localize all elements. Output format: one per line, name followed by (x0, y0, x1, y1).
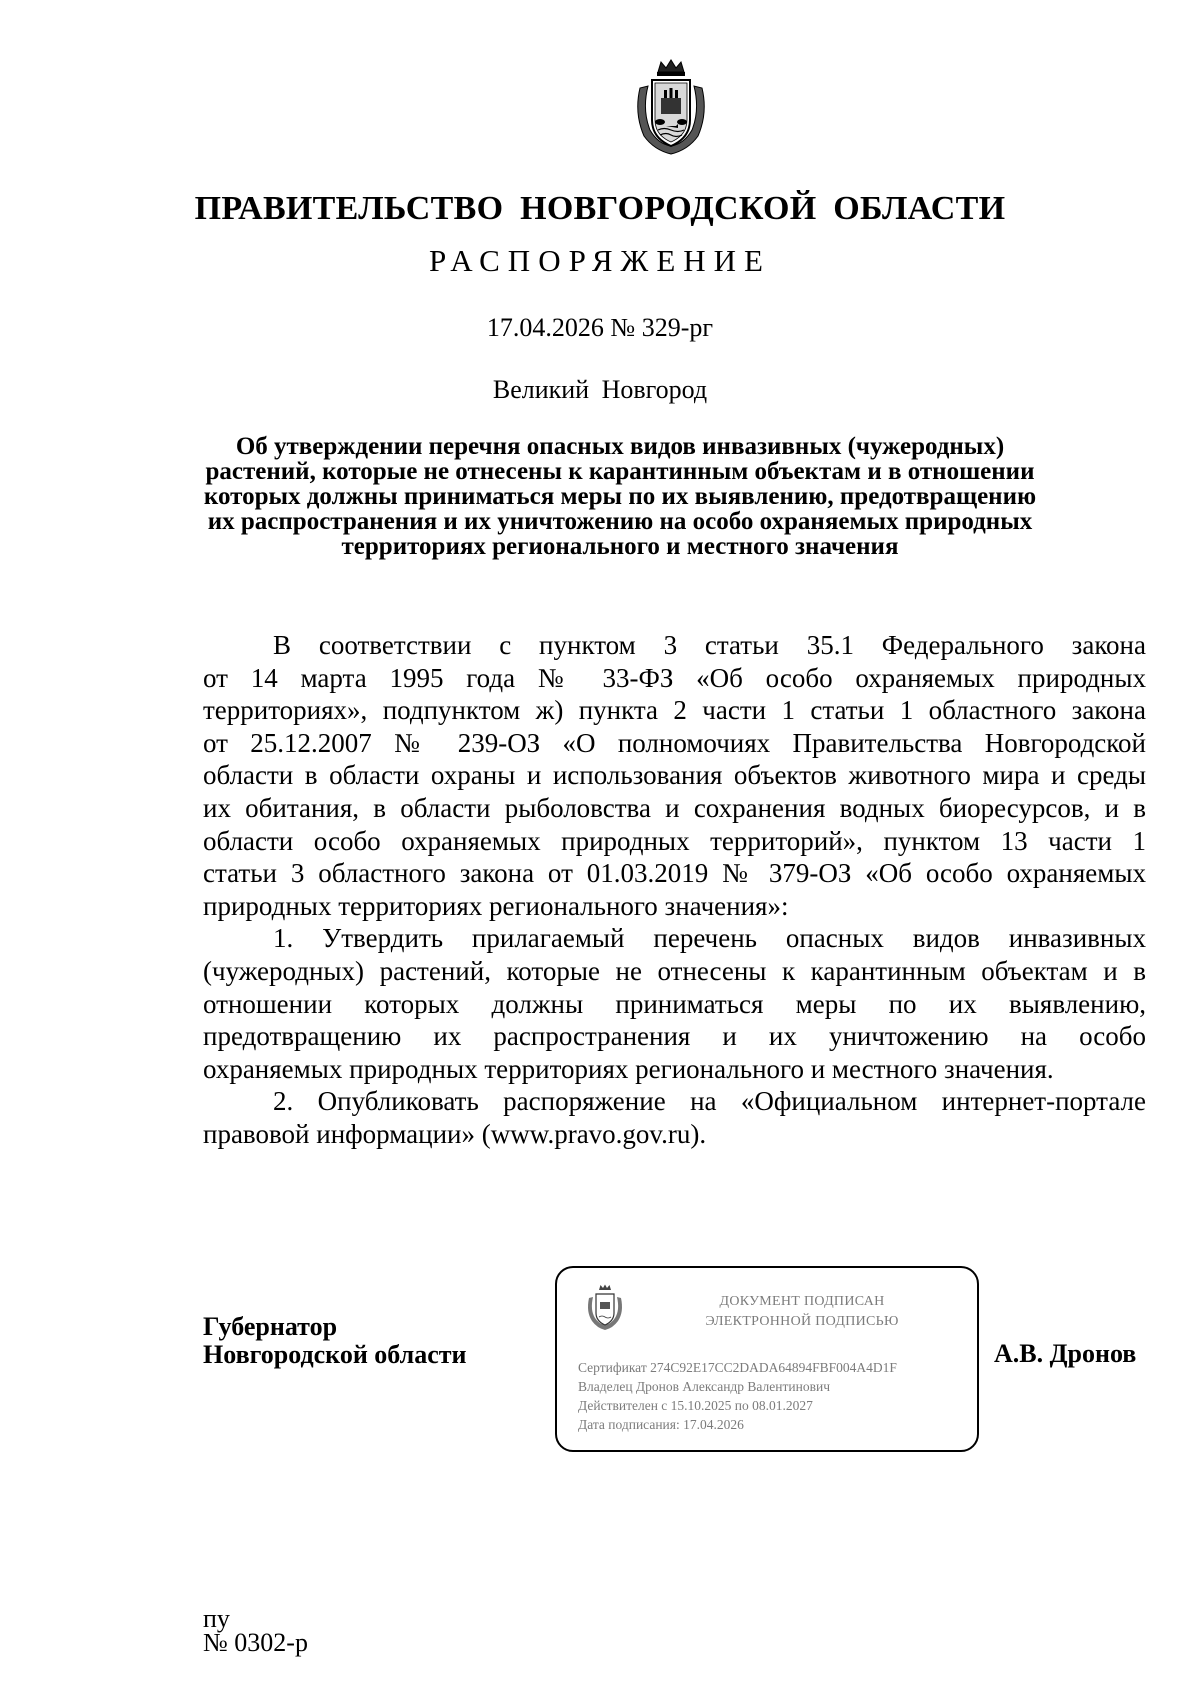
body-line: области в области охраны и использования объектов животного мира и среды (203, 760, 1146, 791)
document-body (203, 629, 1146, 1151)
stamp-owner: Владелец Дронов Александр Валентинович (578, 1379, 830, 1394)
body-line: территориях», подпунктом ж) пункта 2 части 1 статьи 1 областного закона (203, 695, 1146, 726)
body-line: отношении которых должны приниматься меры по их выявлению, (203, 988, 1146, 1019)
coat-of-arms-icon (585, 1284, 625, 1332)
footer-code-line: № 0302-р (203, 1628, 308, 1657)
stamp-details (578, 1358, 897, 1434)
government-title: ПРАВИТЕЛЬСТВО НОВГОРОДСКОЙ ОБЛАСТИ (194, 190, 1006, 227)
body-line: статьи 3 областного закона от 01.03.2019 № 379-ОЗ «Об особо охраняемых (203, 858, 1146, 889)
body-line: их обитания, в области рыболовства и сохранения водных биоресурсов, и в (203, 792, 1146, 823)
stamp-heading (647, 1292, 957, 1332)
stamp-heading-line: ДОКУМЕНТ ПОДПИСАН (719, 1294, 885, 1309)
subject-line: растений, которые не отнесены к карантинным объектам и в отношении (205, 458, 1035, 485)
signer-title (203, 1313, 467, 1369)
body-line: 1. Утвердить прилагаемый перечень опасных видов инвазивных (273, 923, 1146, 954)
document-subject (190, 434, 1050, 559)
body-line: 2. Опубликовать распоряжение на «Официальном интернет-портале (273, 1086, 1146, 1117)
subject-line: территориях регионального и местного значения (341, 533, 899, 560)
subject-line: Об утверждении перечня опасных видов инвазивных (чужеродных) (235, 433, 1005, 460)
subject-line: их распространения и их уничтожению на особо охраняемых природных (207, 508, 1033, 535)
signer-title-line: Губернатор (203, 1312, 338, 1341)
stamp-certificate: Сертификат 274C92E17CC2DADA64894FBF004A4D1F (578, 1360, 897, 1375)
body-line: природных территориях регионального значения»: (203, 890, 789, 921)
body-line: предотвращению их распространения и их уничтожению на особо (203, 1021, 1146, 1052)
signer-name: А.В. Дронов (994, 1339, 1137, 1368)
signer-title-line: Новгородской области (203, 1340, 467, 1369)
electronic-signature-stamp (555, 1266, 979, 1452)
body-line: (чужеродных) растений, которые не отнесены к карантинным объектам и в (203, 955, 1146, 986)
stamp-heading-line: ЭЛЕКТРОННОЙ ПОДПИСЬЮ (705, 1314, 899, 1329)
body-line: от 25.12.2007 № 239-ОЗ «О полномочиях Правительства Новгородской (203, 727, 1146, 758)
document-date-number: 17.04.2026 № 329-рг (486, 313, 714, 342)
body-line: от 14 марта 1995 года № 33-ФЗ «Об особо охраняемых природных (203, 662, 1146, 693)
document-city: Великий Новгород (492, 375, 708, 404)
coat-of-arms-icon (630, 58, 712, 158)
stamp-validity: Действителен с 15.10.2025 по 08.01.2027 (578, 1398, 813, 1413)
document-type: РАСПОРЯЖЕНИЕ (429, 243, 771, 278)
footer-code-line: пу (203, 1604, 230, 1633)
footer-code (203, 1604, 308, 1657)
body-line: области особо охраняемых природных территорий», пунктом 13 части 1 (203, 825, 1146, 856)
body-line: правовой информации» (www.pravo.gov.ru). (203, 1118, 707, 1149)
body-line: охраняемых природных территориях регионального и местного значения. (203, 1053, 1054, 1084)
stamp-signed-date: Дата подписания: 17.04.2026 (578, 1417, 744, 1432)
subject-line: которых должны приниматься меры по их выявлению, предотвращению (203, 483, 1037, 510)
body-line: В соответствии с пунктом 3 статьи 35.1 Федерального закона (273, 630, 1146, 660)
